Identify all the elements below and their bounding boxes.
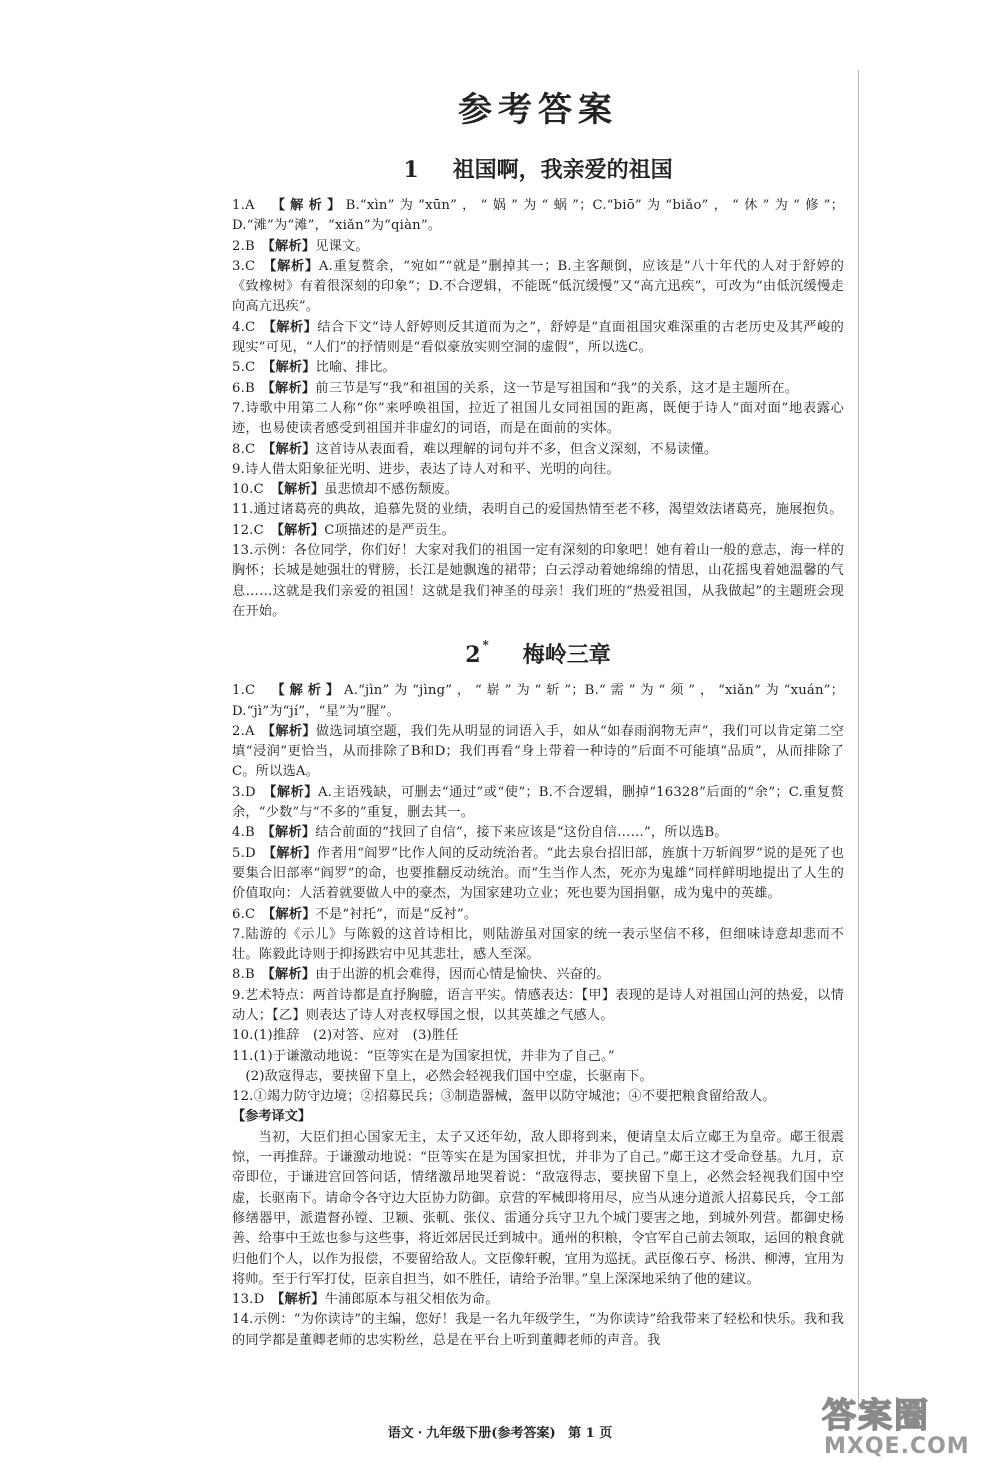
answer-text: 由于出游的机会难得，因而心情是愉快、兴奋的。 <box>315 967 610 983</box>
answer-number: 9. <box>232 461 245 477</box>
answer-number: 8.C <box>232 441 269 457</box>
answer-text: A.主语残缺，可删去“通过”或“使”；B.不合逻辑，删掉“16328”后面的“余”；C.重复赘余，“少数”与“不多的”重复，删去其一。 <box>232 784 844 821</box>
answer-number: 8.B <box>232 967 269 983</box>
answer-item <box>232 986 844 1027</box>
answer-item <box>232 257 844 318</box>
answer-text: (1)于谦激动地说：“臣等实在是为国家担忧，并非为了自己。” <box>253 1048 615 1064</box>
footer-grade: 九年级下册(参考答案) <box>426 1426 556 1441</box>
answer-text: 艺术特点：两首诗都是直抒胸臆，语言平实。情感表达：【甲】表现的是诗人对祖国山河的热爱，以情动人；【乙】则表达了诗人对丧权辱国之恨，以其英雄之气感人。 <box>232 987 844 1023</box>
answer-text: (2)敌寇得志，要挟留下皇上，必然会轻视我们国中空虚，长驱南下。 <box>232 1068 653 1084</box>
answer-number: 13.D <box>232 1292 278 1308</box>
section-1-title <box>232 153 844 184</box>
answer-text: 诗歌中用第二人称“你”来呼唤祖国，拉近了祖国儿女同祖国的距离，既便于诗人“面对面”地表露心迹，也易使读者感受到祖国并非虚幻的词语，而是在面前的实体。 <box>232 400 844 437</box>
answer-item <box>232 440 844 460</box>
page-title: 参考答案 <box>458 90 618 130</box>
watermark-url: MXQE.COM <box>824 1434 970 1459</box>
answer-number: 13. <box>232 543 254 559</box>
answer-number: 10. <box>232 1028 254 1044</box>
analysis-tag: 【解析】 <box>269 258 319 274</box>
analysis-tag: 【解析】 <box>269 784 318 800</box>
answer-text: 牛浦郎原本与祖父相依为命。 <box>324 1292 499 1308</box>
answer-number: 9. <box>232 987 245 1003</box>
answer-number: 3.C <box>232 258 270 274</box>
answer-text: 作者用“阎罗”比作人间的反动统治者。“此去泉台招旧部，旌旗十万斩阎罗”说的是死了也要集合旧部率“阎罗”的命，也要推翻反动统治。而“生当作人杰，死亦为鬼雄”同样鲜明地提出了人生的价值取向：人活着就要做人中的豪杰，为国家建功立业；死也要为国捐躯，成为鬼中的英雄。 <box>232 845 844 902</box>
answer-text: C项描述的是严贡生。 <box>324 522 455 538</box>
watermark-text: 答案圈 <box>822 1396 930 1436</box>
content-column <box>232 68 844 1351</box>
analysis-tag: 【解析】 <box>269 319 318 335</box>
answer-item <box>232 1290 844 1310</box>
analysis-tag: 【解析】 <box>277 482 325 498</box>
answer-text: 诗人借太阳象征光明、进步，表达了诗人对和平、光明的向往。 <box>244 461 620 477</box>
answer-item <box>232 541 844 622</box>
answer-item <box>232 844 844 905</box>
answer-number: 12. <box>232 1089 254 1105</box>
answer-item <box>232 1067 844 1087</box>
answer-text: B.“xìn”为“xūn”，“娲”为“蜗”；C.“biō”为“biǎo”，“休”为“修”；D.“滩”为“滩”，“xiǎn”为“qiàn”。 <box>232 198 845 234</box>
answer-item <box>232 925 844 966</box>
footer-subject: 语文 <box>387 1426 414 1441</box>
answer-item <box>232 318 844 359</box>
answer-item <box>232 379 844 399</box>
answer-text: 示例：“为你读诗”的主编，您好！我是一名九年级学生，“为你读诗”给我带来了轻松和快乐。我和我的同学都是董卿老师的忠实粉丝，总是在平台上听到董卿老师的声音。我 <box>232 1312 844 1348</box>
answer-text: 做选词填空题，我们先从明显的词语入手，如从“如春雨润物无声”，我们可以肯定第二空填“浸润”更恰当，从而排除了B和D；我们再看“身上带着一种诗的”后面不可能填“品质”，从而排除了C。所以选A。 <box>232 723 845 780</box>
answer-text: A.重复赘余，“宛如”“就是”删掉其一；B.主客颠倒，应该是“八十年代的人对于舒婷的《致橡树》有着很深刻的印象”；D.不合逻辑，不能既“低沉缓慢”又“高亢迅疾”，可改为“由低沉缓慢走向高亢迅疾”。 <box>232 258 844 315</box>
answer-item <box>232 521 844 541</box>
analysis-tag: 【解析】 <box>268 380 316 396</box>
analysis-tag: 【解析】 <box>269 845 317 861</box>
analysis-tag: 【解析】 <box>277 522 325 538</box>
answer-text: 比喻、排比。 <box>315 360 396 376</box>
analysis-tag: 【解析】 <box>268 825 316 841</box>
answer-text: 前三节是写“我”和祖国的关系，这一节是写祖国和“我”的关系，这才是主题所在。 <box>315 380 799 396</box>
answer-number: 7. <box>232 926 245 942</box>
answer-number: 10.C <box>232 482 278 498</box>
answer-text: 见课文。 <box>315 238 369 254</box>
page-footer: 语文 · 九年级下册(参考答案) 第 1 页 <box>387 1426 613 1441</box>
answer-text: 虽悲愤却不感伤颓废。 <box>324 482 459 498</box>
watermark-logo <box>820 1388 980 1468</box>
page-edge-line <box>858 70 859 1410</box>
answer-item <box>232 358 844 378</box>
answer-item <box>232 1047 844 1067</box>
answer-item <box>232 237 844 257</box>
reference-translation-text: 当初，大臣们担心国家无主，太子又还年幼，敌人即将到来，便请皇太后立郕王为皇帝。郕王很震惊，一再推辞。于谦激动地说：“臣等实在是为国家担忧，并非为了自己。”郕王这才受命登基。九月，京帝即位，于谦进宫回答问话，情绪激昂地哭着说：“敌寇得志，要挟留下皇上，必然会轻视我们国中空虚，长驱南下。请命令各守边大臣协力防御。京营的军械即将用尽，应当从速分道派人招募民兵，令工部修缮器甲，派遣督孙镗、卫颖、张軏、张仪、雷通分兵守卫九个城门要害之地，到城外列营。都御史杨善、给事中王竑也参与这些事，将近郊居民迁到城中。通州的积粮，令官军自己前去领取，运回的粮食就归他们个人，以作为报偿，不要留给敌人。文臣像轩輗，宜用为巡抚。武臣像石亨、杨洪、柳溥，宜用为将帅。至于行军打仗，臣亲自担当，如不胜任，请给予治罪。”皇上深深地采纳了他的建议。 <box>232 1129 844 1287</box>
answer-number: 14. <box>232 1312 254 1328</box>
analysis-tag: 【解析】 <box>278 683 344 699</box>
answer-number: 1.A <box>232 198 279 213</box>
answer-text: 这首诗从表面看，难以理解的词句并不多，但含义深刻，不易读懂。 <box>315 441 718 457</box>
section-2-title <box>232 638 844 669</box>
answer-number: 5.C <box>232 360 269 376</box>
answer-item <box>232 500 844 520</box>
answer-number: 4.B <box>232 825 269 841</box>
answer-number: 2.B <box>232 238 269 254</box>
section-1-number: 1 <box>403 157 419 183</box>
answer-number: 12.C <box>232 522 278 538</box>
answer-number: 7. <box>232 400 245 416</box>
answer-item <box>232 1310 844 1351</box>
analysis-tag: 【解析】 <box>277 1292 325 1308</box>
answer-item <box>232 196 844 237</box>
answer-text: A.“jìn”为“jìng”，“崭”为“斩”；B.“需”为“须”，“xiǎn”为“xuán”；D.“jì”为“jí”，“星”为“腥”。 <box>232 683 844 719</box>
answer-item <box>232 1026 844 1046</box>
section-1-heading: 祖国啊，我亲爱的祖国 <box>452 157 673 183</box>
answer-item <box>232 722 844 783</box>
answer-item <box>232 965 844 985</box>
answer-item <box>232 905 844 925</box>
answer-number: 4.C <box>232 319 270 335</box>
answer-item <box>232 681 844 722</box>
answer-number: 11. <box>232 502 254 518</box>
section-2-answers-continued <box>232 1290 844 1351</box>
answer-text: 结合下文“诗人舒婷则反其道而为之”，舒婷是“直面祖国灾难深重的古老历史及其严峻的现实”可见，“人们”的抒情则是“看似豪放实则空洞的虚假”，所以选C。 <box>232 319 844 356</box>
footer-page: 第 1 页 <box>568 1426 613 1441</box>
analysis-tag: 【解析】 <box>268 723 316 739</box>
answer-text: ①竭力防守边境；②招募民兵；③制造器械，盔甲以防守城池；④不要把粮食留给敌人。 <box>253 1089 776 1105</box>
answer-item <box>232 480 844 500</box>
answer-text: 示例：各位同学，你们好！大家对我们的祖国一定有深刻的印象吧！她有着山一般的意志，海一样的胸怀；长城是她强壮的臂膀，长江是她飘逸的裙带；白云浮动着她绵绵的情思，山花摇曳着她温馨的气息……这就是我们亲爱的祖国！这就是我们神圣的母亲！我们班的“热爱祖国，从我做起”的主题班会现在开始。 <box>232 543 844 619</box>
answer-text: 陆游的《示儿》与陈毅的这首诗相比，则陆游虽对国家的统一表示坚信不移，但细味诗意却悲而不壮。陈毅此诗则于抑扬跌宕中见其悲壮，感人至深。 <box>232 926 844 963</box>
analysis-tag: 【解析】 <box>268 967 316 983</box>
answer-number: 1.C <box>232 683 279 699</box>
analysis-tag: 【解析】 <box>268 360 316 376</box>
answer-text: (1)推辞 (2)对答、应对 (3)胜任 <box>253 1028 459 1044</box>
analysis-tag: 【解析】 <box>268 906 316 922</box>
answer-item <box>232 823 844 843</box>
answer-text: 不是“衬托”，而是“反衬”。 <box>315 906 478 922</box>
analysis-tag: 【解析】 <box>268 238 316 254</box>
section-2-star: * <box>482 638 489 653</box>
answer-number: 2.A <box>232 723 269 739</box>
section-2-heading: 梅岭三章 <box>522 642 611 669</box>
analysis-tag: 【解析】 <box>278 198 346 213</box>
reference-translation-heading: 【参考译文】 <box>232 1109 312 1125</box>
answer-text: 结合前面的“找回了自信”，接下来应该是“这份自信……”，所以选B。 <box>315 825 728 841</box>
analysis-tag: 【解析】 <box>268 441 316 457</box>
answer-number: 5.D <box>232 845 270 861</box>
answer-item <box>232 460 844 480</box>
answer-number: 6.C <box>232 906 269 922</box>
answer-item <box>232 399 844 440</box>
answer-item <box>232 1087 844 1107</box>
section-1-answers <box>232 196 844 622</box>
section-2-number: 2 * <box>465 638 489 669</box>
section-2-answers <box>232 681 844 1107</box>
answer-item <box>232 783 844 824</box>
answer-number: 3.D <box>232 784 270 800</box>
answer-text: 通过诸葛亮的典故，追慕先贤的业绩，表明自己的爱国热情至老不移，渴望效法诸葛亮，施展抱负。 <box>253 502 843 518</box>
answer-number: 6.B <box>232 380 269 396</box>
answer-number: 11. <box>232 1048 254 1064</box>
